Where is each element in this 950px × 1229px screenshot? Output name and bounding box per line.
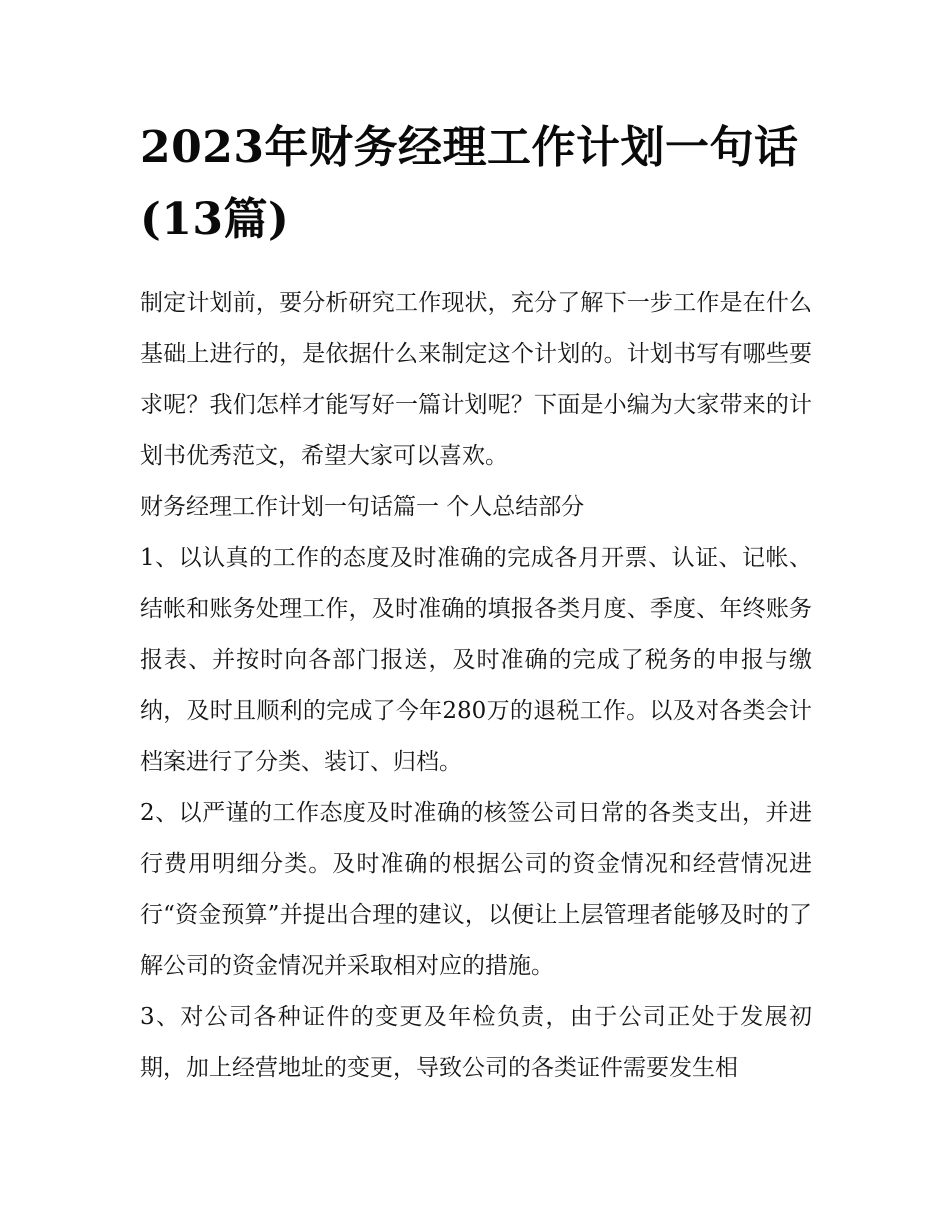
document-body: [140, 278, 812, 1094]
paragraph-item-2: 2、以严谨的工作态度及时准确的核签公司日常的各类支出，并进行费用明细分类。及时准确的根据公司的资金情况和经营情况进行“资金预算”并提出合理的建议，以便让上层管理者能够及时的了解公司的资金情况并采取相对应的措施。: [140, 800, 812, 979]
paragraph-item-1: 1、以认真的工作的态度及时准确的完成各月开票、认证、记帐、结帐和账务处理工作，及时准确的填报各类月度、季度、年终账务报表、并按时向各部门报送，及时准确的完成了税务的申报与缴纳，及时且顺利的完成了今年280万的退税工作。以及对各类会计档案进行了分类、装订、归档。: [140, 545, 812, 775]
paragraph-item-3: 3、对公司各种证件的变更及年检负责，由于公司正处于发展初期，加上经营地址的变更，导致公司的各类证件需要发生相: [140, 1004, 812, 1081]
paragraph-intro: 制定计划前，要分析研究工作现状，充分了解下一步工作是在什么基础上进行的，是依据什么来制定这个计划的。计划书写有哪些要求呢？我们怎样才能写好一篇计划呢？下面是小编为大家带来的计划书优秀范文，希望大家可以喜欢。: [140, 290, 812, 469]
document-title: 2023年财务经理工作计划一句话(13篇): [140, 122, 799, 245]
section-heading: 财务经理工作计划一句话篇一 个人总结部分: [140, 494, 585, 520]
document-page: [140, 112, 812, 1094]
